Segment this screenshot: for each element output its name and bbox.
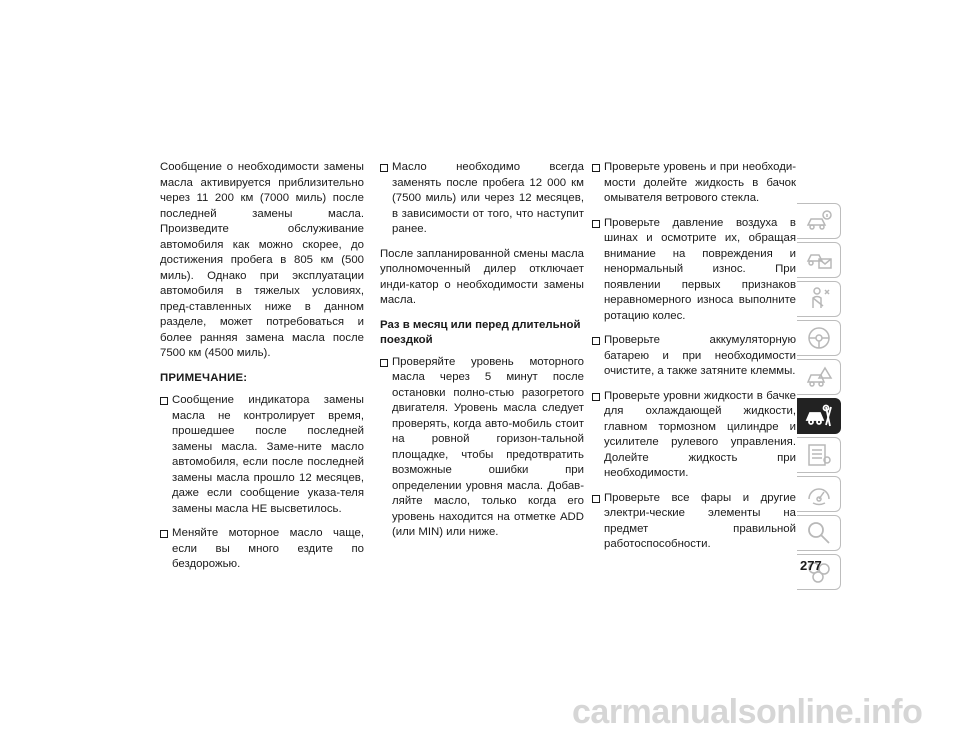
- checkbox-bullet-icon: [592, 337, 600, 345]
- checkbox-bullet-icon: [592, 393, 600, 401]
- checkbox-bullet-icon: [592, 220, 600, 228]
- seatbelt-icon: [805, 286, 833, 312]
- steering-wheel-icon: [805, 325, 833, 351]
- mail-icon: [805, 247, 833, 273]
- page-number: 277: [800, 558, 822, 573]
- tab-list[interactable]: [797, 437, 841, 473]
- section-heading: Раз в месяц или перед длительной поездкой: [380, 318, 581, 346]
- gauge-icon: [805, 481, 833, 507]
- tab-warning[interactable]: [797, 359, 841, 395]
- checkbox-bullet-icon: [592, 495, 600, 503]
- text-column-2: [380, 160, 584, 550]
- bullet-item: Сообщение индикатора замены масла не контролирует время, прошедшее после последней замены масла. Заме-ните масло автомобиля, если после последней замены масла прошло 12 месяцев, даже если сообщение указа-теля замены масла НЕ высветилось.: [160, 393, 364, 517]
- warning-car-icon: [805, 364, 833, 390]
- tab-maintenance[interactable]: [797, 398, 841, 434]
- car-wrench-icon: [805, 403, 833, 429]
- watermark: carmanualsonline.info: [572, 693, 923, 731]
- checkbox-bullet-icon: [160, 530, 168, 538]
- tab-mail[interactable]: [797, 242, 841, 278]
- bullet-item: Проверяйте уровень моторного масла через 5 минут после остановки полно-стью разогретого двигателя. Уровень масла следует проверять, когда авто-мобиль стоит на ровной горизон-тальной площадке, чтобы предотвратить возможные ошибки при определении уровня масла. Добав-ляйте масло, только когда его уровень находится на отметке ADD (или MIN) или ниже.: [380, 355, 584, 541]
- magnifier-icon: [805, 520, 833, 546]
- tab-gauge[interactable]: [797, 476, 841, 512]
- checkbox-bullet-icon: [380, 164, 388, 172]
- bullet-item: Меняйте моторное масло чаще, если вы много ездите по бездорожью.: [160, 526, 364, 573]
- bullet-item: Масло необходимо всегда заменять после пробега 12 000 км (7500 миль) или через 12 месяцев, в зависимости от того, что наступит ранее.: [380, 160, 584, 238]
- list-icon: [805, 442, 833, 468]
- tab-car-info[interactable]: [797, 203, 841, 239]
- checkbox-bullet-icon: [160, 397, 168, 405]
- chapter-tabs: [797, 203, 841, 593]
- tab-search[interactable]: [797, 515, 841, 551]
- dealer-paragraph: После запланированной смены масла уполномоченный дилер отключает инди-катор о необходимости замены масла.: [380, 247, 584, 306]
- tab-seatbelt[interactable]: [797, 281, 841, 317]
- checkbox-bullet-icon: [380, 359, 388, 367]
- tab-steering[interactable]: [797, 320, 841, 356]
- bullet-item: Проверьте уровни жидкости в бачке для охлаждающей жидкости, главном тормозном цилиндре и усилителе рулевого управления. Долейте жидкость при необходимости.: [592, 389, 796, 482]
- text-column-1: [160, 160, 364, 582]
- bullet-item: Проверьте все фары и другие электри-ческие элементы на предмет правильной работоспособности.: [592, 491, 796, 553]
- text-column-3: [592, 160, 796, 562]
- checkbox-bullet-icon: [592, 164, 600, 172]
- car-info-icon: [805, 208, 833, 234]
- bullet-item: Проверьте давление воздуха в шинах и осмотрите их, обращая внимание на повреждения и ненормальный износ. При появлении первых признаков неравномерного износа выполните ротацию колес.: [592, 216, 796, 325]
- intro-paragraph: Сообщение о необходимости замены масла активируется приблизительно через 11 200 км (7000 миль) после последней замены масла. Произведите обслуживание автомобиля как можно скорее, до достижения пробега в 805 км (500 миль). Однако при эксплуатации автомобиля в тяжелых условиях, пред-ставленных ниже в данном разделе, может потребоваться и более ранняя замена масла после 7500 км (4500 миль).: [160, 161, 364, 359]
- bullet-item: Проверьте уровень и при необходи-мости долейте жидкость в бачок омывателя ветрового стекла.: [592, 160, 796, 207]
- bullet-item: Проверьте аккумуляторную батарею и при необходимости очистите, а также затяните клеммы.: [592, 333, 796, 380]
- note-heading: ПРИМЕЧАНИЕ:: [160, 371, 248, 384]
